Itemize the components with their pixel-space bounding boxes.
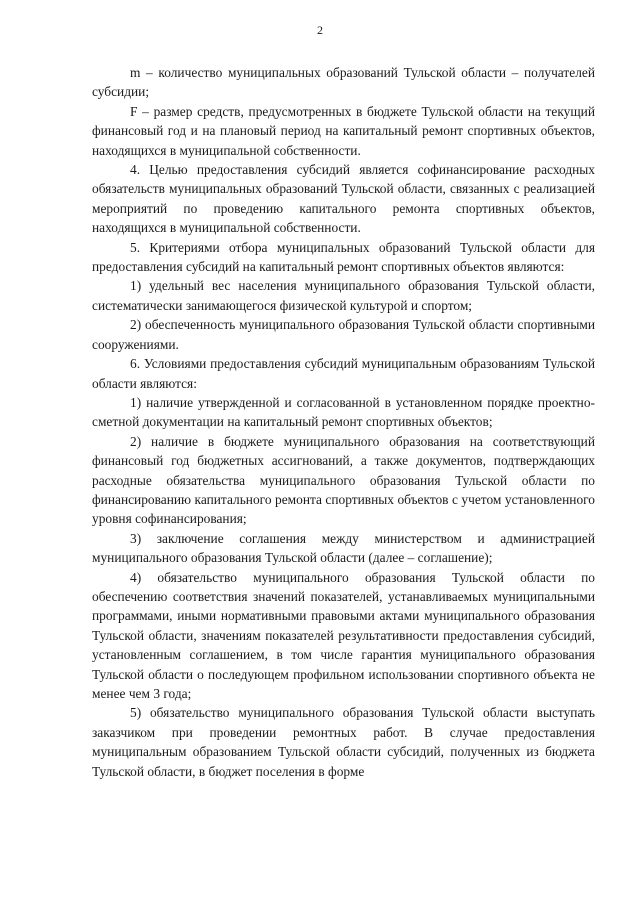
paragraph-section-6-item-3: 3) заключение соглашения между министерством и администрацией муниципального образования Тульской области (далее – соглашение); [92, 530, 595, 566]
paragraph-m-definition: m – количество муниципальных образований Тульской области – получателей субсидии; [92, 65, 595, 100]
paragraph-section-5: 5. Критериями отбора муниципальных образований Тульской области для предоставления субсидий на капитальный ремонт спортивных объектов являются: [92, 239, 595, 275]
paragraph-section-6: 6. Условиями предоставления субсидий муниципальным образованиям Тульской области являются: [92, 356, 595, 391]
paragraph-f-definition: F – размер средств, предусмотренных в бюджете Тульской области на текущий финансовый год и на плановый период на капитальный ремонт спортивных объектов, находящихся в муниципальной собственности. [92, 103, 595, 158]
paragraph-section-6-item-5: 5) обязательство муниципального образования Тульской области выступать заказчиком при проведении ремонтных работ. В случае предоставления муниципальным образованием Тульской области субсидий, полученных из бюджета Тульской области, в бюджет поселения в форме [92, 705, 595, 779]
paragraph-section-4: 4. Целью предоставления субсидий является софинансирование расходных обязательств муниципальных образований Тульской области, связанных с реализацией мероприятий по проведению капитального ремонта спортивных объектов, находящихся в муниципальной собственности. [92, 162, 595, 236]
paragraph-section-6-item-1: 1) наличие утвержденной и согласованной в установленном порядке проектно-сметной документации на капитальный ремонт спортивных объектов; [92, 394, 595, 430]
paragraph-section-6-item-2: 2) наличие в бюджете муниципального образования на соответствующий финансовый год бюджетных ассигнований, а также документов, подтверждающих расходные обязательства муниципального образования Тульской области по финансированию капитального ремонта спортивных объектов с учетом установленного уровня софинансирования; [92, 433, 595, 527]
page-number: 2 [317, 23, 323, 37]
paragraph-section-5-item-1: 1) удельный вес населения муниципального образования Тульской области, систематически занимающегося физической культурой и спортом; [92, 278, 595, 313]
paragraph-section-5-item-2: 2) обеспеченность муниципального образования Тульской области спортивными сооружениями. [92, 317, 595, 352]
paragraph-section-6-item-4: 4) обязательство муниципального образования Тульской области по обеспечению соответствия значений показателей, устанавливаемых муниципальными программами, иными нормативными правовыми актами муниципального образования Тульской области, значениям показателей результативности предоставления субсидий, установленным соглашением, в том числе гарантия муниципального образования Тульской области о последующем профильном использовании спортивного объекта не менее чем 3 года; [92, 569, 595, 701]
document-body [92, 63, 595, 781]
